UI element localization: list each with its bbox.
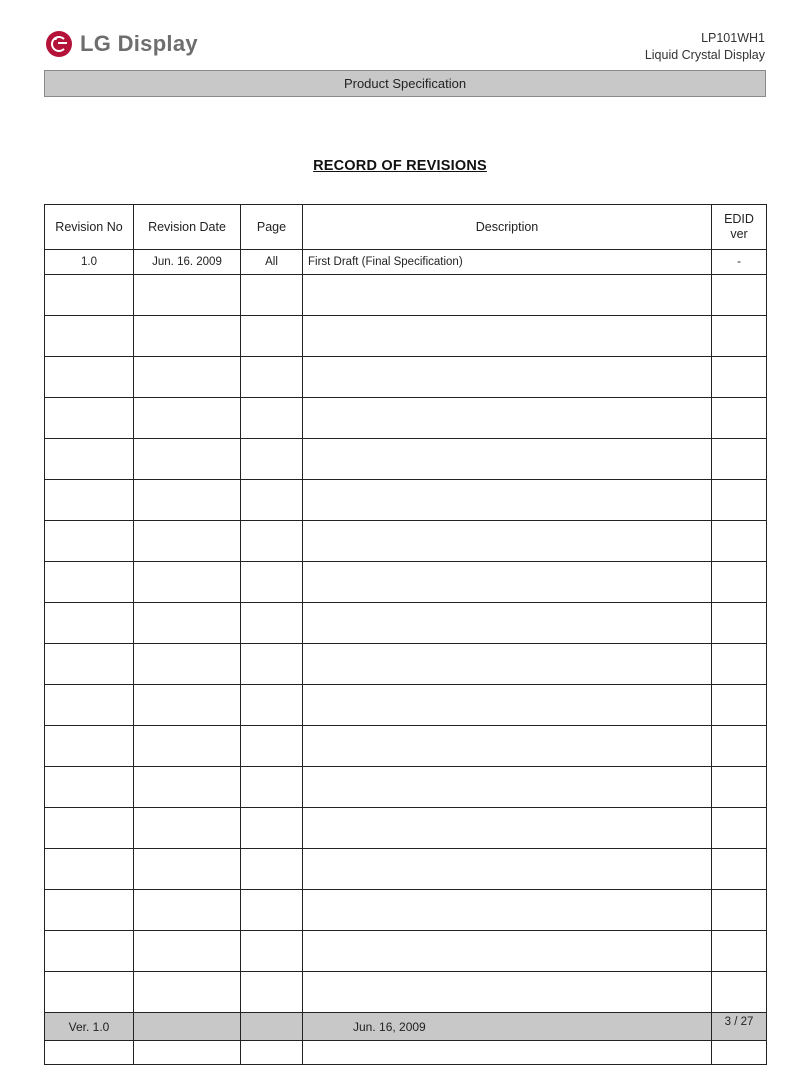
brand-logo bbox=[46, 30, 198, 58]
empty-cell bbox=[303, 849, 712, 890]
empty-cell bbox=[303, 767, 712, 808]
edid-ver-cell: - bbox=[712, 250, 767, 275]
empty-cell bbox=[241, 357, 303, 398]
banner-title: Product Specification bbox=[44, 70, 766, 97]
empty-cell bbox=[134, 562, 241, 603]
table-row bbox=[45, 849, 767, 890]
table-row bbox=[45, 250, 767, 275]
empty-cell bbox=[45, 849, 134, 890]
model-info bbox=[645, 30, 765, 64]
column-header-revision-date: Revision Date bbox=[134, 205, 241, 250]
empty-cell bbox=[45, 767, 134, 808]
column-header-page: Page bbox=[241, 205, 303, 250]
footer-date: Jun. 16, 2009 bbox=[303, 1013, 712, 1041]
table-row bbox=[45, 275, 767, 316]
empty-cell bbox=[712, 890, 767, 931]
description-cell: First Draft (Final Specification) bbox=[303, 250, 712, 275]
table-row bbox=[45, 1041, 767, 1065]
empty-cell bbox=[45, 890, 134, 931]
empty-cell bbox=[241, 849, 303, 890]
empty-cell bbox=[134, 726, 241, 767]
empty-cell bbox=[45, 275, 134, 316]
empty-cell bbox=[45, 521, 134, 562]
product-line: Liquid Crystal Display bbox=[644, 48, 765, 62]
lg-face-logo-icon bbox=[46, 31, 72, 57]
empty-cell bbox=[241, 275, 303, 316]
empty-cell bbox=[134, 603, 241, 644]
table-row bbox=[45, 357, 767, 398]
brand-name: LG Display bbox=[80, 31, 198, 56]
table-row bbox=[45, 890, 767, 931]
empty-cell bbox=[712, 521, 767, 562]
empty-cell bbox=[712, 603, 767, 644]
model-number: LP101WH1 bbox=[701, 31, 765, 45]
empty-cell bbox=[712, 808, 767, 849]
empty-cell bbox=[241, 767, 303, 808]
empty-cell bbox=[241, 316, 303, 357]
revision-no-cell: 1.0 bbox=[45, 250, 134, 275]
empty-cell bbox=[45, 316, 134, 357]
empty-cell bbox=[134, 398, 241, 439]
empty-cell bbox=[712, 316, 767, 357]
footer-empty-cell bbox=[134, 1013, 241, 1041]
empty-cell bbox=[45, 603, 134, 644]
empty-cell bbox=[241, 972, 303, 1013]
empty-cell bbox=[303, 931, 712, 972]
footer-page-number: 3 / 27 bbox=[712, 1013, 767, 1041]
empty-cell bbox=[303, 562, 712, 603]
table-row bbox=[45, 685, 767, 726]
empty-cell bbox=[303, 480, 712, 521]
empty-cell bbox=[303, 603, 712, 644]
empty-cell bbox=[134, 521, 241, 562]
empty-cell bbox=[45, 480, 134, 521]
empty-cell bbox=[241, 931, 303, 972]
column-header-revision-no: Revision No bbox=[45, 205, 134, 250]
empty-cell bbox=[45, 439, 134, 480]
empty-cell bbox=[303, 972, 712, 1013]
empty-cell bbox=[45, 726, 134, 767]
empty-cell bbox=[241, 480, 303, 521]
table-row bbox=[45, 808, 767, 849]
empty-cell bbox=[712, 562, 767, 603]
empty-cell bbox=[45, 357, 134, 398]
empty-cell bbox=[45, 931, 134, 972]
empty-cell bbox=[134, 439, 241, 480]
empty-cell bbox=[134, 767, 241, 808]
empty-cell bbox=[712, 398, 767, 439]
empty-cell bbox=[241, 890, 303, 931]
empty-cell bbox=[241, 685, 303, 726]
table-row bbox=[45, 398, 767, 439]
empty-cell bbox=[134, 808, 241, 849]
empty-cell bbox=[303, 275, 712, 316]
empty-cell bbox=[45, 808, 134, 849]
empty-cell bbox=[241, 644, 303, 685]
empty-cell bbox=[134, 890, 241, 931]
empty-cell bbox=[45, 644, 134, 685]
table-row bbox=[45, 972, 767, 1013]
table-row bbox=[45, 316, 767, 357]
empty-cell bbox=[241, 521, 303, 562]
section-title: RECORD OF REVISIONS bbox=[313, 158, 487, 174]
column-header-description: Description bbox=[303, 205, 712, 250]
empty-cell bbox=[303, 398, 712, 439]
empty-cell bbox=[134, 316, 241, 357]
empty-cell bbox=[712, 439, 767, 480]
empty-cell bbox=[712, 972, 767, 1013]
empty-cell bbox=[303, 890, 712, 931]
empty-cell bbox=[45, 562, 134, 603]
footer-empty-cell bbox=[241, 1013, 303, 1041]
empty-cell bbox=[303, 357, 712, 398]
empty-cell bbox=[712, 480, 767, 521]
table-row bbox=[45, 603, 767, 644]
revision-date-cell: Jun. 16. 2009 bbox=[134, 250, 241, 275]
table-row bbox=[45, 521, 767, 562]
empty-cell bbox=[134, 849, 241, 890]
empty-cell bbox=[134, 931, 241, 972]
table-header-row bbox=[45, 205, 767, 250]
empty-cell bbox=[134, 644, 241, 685]
column-header-edid-ver: EDID ver bbox=[712, 205, 767, 250]
empty-cell bbox=[303, 439, 712, 480]
empty-cell bbox=[134, 685, 241, 726]
empty-cell bbox=[241, 808, 303, 849]
table-row bbox=[45, 931, 767, 972]
empty-cell bbox=[303, 726, 712, 767]
empty-cell bbox=[303, 644, 712, 685]
table-row bbox=[45, 439, 767, 480]
empty-cell bbox=[712, 726, 767, 767]
empty-cell bbox=[241, 562, 303, 603]
table-row bbox=[45, 767, 767, 808]
empty-cell bbox=[303, 685, 712, 726]
empty-cell bbox=[241, 398, 303, 439]
empty-cell bbox=[134, 357, 241, 398]
empty-cell bbox=[134, 275, 241, 316]
empty-cell bbox=[45, 685, 134, 726]
empty-cell bbox=[303, 316, 712, 357]
empty-cell bbox=[241, 726, 303, 767]
page-cell: All bbox=[241, 250, 303, 275]
empty-cell bbox=[45, 972, 134, 1013]
empty-cell bbox=[712, 931, 767, 972]
footer-row bbox=[45, 1013, 767, 1041]
empty-cell bbox=[134, 480, 241, 521]
empty-cell bbox=[712, 275, 767, 316]
table-row bbox=[45, 562, 767, 603]
table-row bbox=[45, 726, 767, 767]
empty-cell bbox=[134, 972, 241, 1013]
empty-cell bbox=[241, 439, 303, 480]
empty-cell bbox=[712, 849, 767, 890]
empty-cell bbox=[241, 603, 303, 644]
footer-version: Ver. 1.0 bbox=[45, 1013, 134, 1041]
empty-cell bbox=[45, 398, 134, 439]
table-row bbox=[45, 644, 767, 685]
empty-cell bbox=[303, 521, 712, 562]
empty-cell bbox=[712, 685, 767, 726]
empty-cell bbox=[712, 767, 767, 808]
revision-table bbox=[44, 204, 767, 1065]
table-row bbox=[45, 480, 767, 521]
empty-cell bbox=[712, 357, 767, 398]
empty-cell bbox=[303, 808, 712, 849]
empty-cell bbox=[712, 644, 767, 685]
